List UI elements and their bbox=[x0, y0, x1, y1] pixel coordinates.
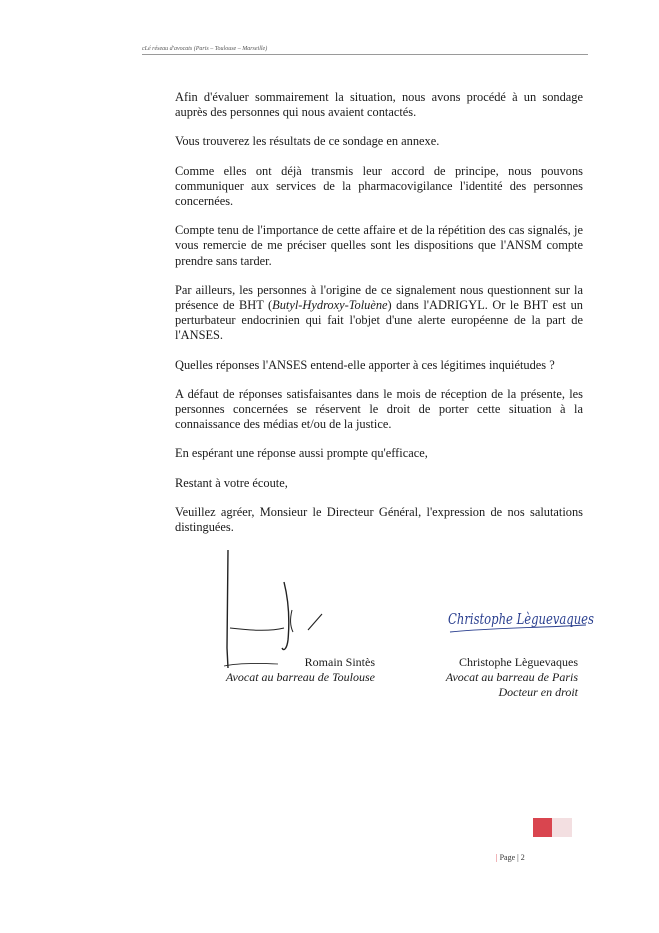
signature-christophe-leguevaques bbox=[446, 598, 596, 643]
signature-script-text: Christophe Lèguevaques bbox=[448, 610, 595, 628]
letter-paragraph bbox=[175, 505, 583, 535]
signatory-left-name: Romain Sintès bbox=[304, 655, 375, 669]
signatory-left-title: Avocat au barreau de Toulouse bbox=[225, 670, 375, 684]
page-label: Page bbox=[499, 853, 516, 862]
letter-paragraph bbox=[175, 223, 583, 269]
text-segment: Restant à votre écoute, bbox=[175, 475, 288, 490]
text-segment: Par ailleurs, les personnes à l'origine de ce signalement nous questionnent sur la présence de BHT ( bbox=[175, 282, 583, 313]
letter-paragraph bbox=[175, 358, 583, 373]
text-segment: Quelles réponses l'ANSES entend-elle apporter à ces légitimes inquiétudes ? bbox=[175, 357, 555, 372]
text-segment: Afin d'évaluer sommairement la situation, nous avons procédé à un sondage auprès des personnes qui nous avaient contactés. bbox=[175, 90, 583, 120]
letter-paragraph bbox=[175, 90, 583, 120]
logo-red-square bbox=[533, 818, 552, 837]
signatory-right-name: Christophe Lèguevaques bbox=[459, 655, 578, 669]
letter-body bbox=[175, 90, 583, 549]
text-segment: Compte tenu de l'importance de cette affaire et de la répétition des cas signalés, je vous remercie de me préciser quelles sont les dispositions que l'ANSM compte prendre sans tarder. bbox=[175, 223, 583, 268]
letter-paragraph bbox=[175, 446, 583, 461]
logo-pink-square bbox=[552, 818, 572, 837]
letter-paragraph bbox=[175, 134, 583, 149]
page-number-footer bbox=[496, 853, 525, 862]
signatory-right-title: Avocat au barreau de Paris bbox=[445, 670, 578, 684]
letter-paragraph bbox=[175, 164, 583, 210]
letter-paragraph bbox=[175, 283, 583, 344]
page-separator-left: | bbox=[496, 853, 498, 862]
text-segment: En espérant une réponse aussi prompte qu'efficace, bbox=[175, 446, 428, 461]
text-segment: A défaut de réponses satisfaisantes dans le mois de réception de la présente, les personnes concernées se réservent le droit de porter cette situation à la connaissance des médias et/ou de la justice. bbox=[175, 386, 583, 432]
header-text: cLé réseau d'avocats (Paris – Toulouse – Marseille) bbox=[142, 46, 268, 52]
signatory-right bbox=[400, 655, 578, 700]
letter-paragraph bbox=[175, 476, 583, 491]
text-segment: Vous trouverez les résultats de ce sondage en annexe. bbox=[175, 134, 440, 149]
signatory-left bbox=[205, 655, 375, 685]
page-separator-right: | bbox=[517, 853, 519, 862]
letter-paragraph bbox=[175, 387, 583, 433]
text-segment: Comme elles ont déjà transmis leur accord de principe, nous pouvons communiquer aux services de la pharmacovigilance l'identité des personnes concernées. bbox=[175, 163, 583, 209]
italic-text-segment: Butyl-Hydroxy-Toluène bbox=[272, 298, 388, 313]
text-segment: ) dans l'ADRIGYL. Or le BHT est un perturbateur endocrinien qui fait l'objet d'une alerte européenne de la part de l'ANSES. bbox=[175, 298, 583, 343]
page-number: 2 bbox=[520, 853, 525, 862]
text-segment: Veuillez agréer, Monsieur le Directeur Général, l'expression de nos salutations distinguées. bbox=[175, 504, 583, 535]
signatory-right-degree: Docteur en droit bbox=[498, 685, 578, 699]
letterhead-header bbox=[142, 46, 588, 55]
